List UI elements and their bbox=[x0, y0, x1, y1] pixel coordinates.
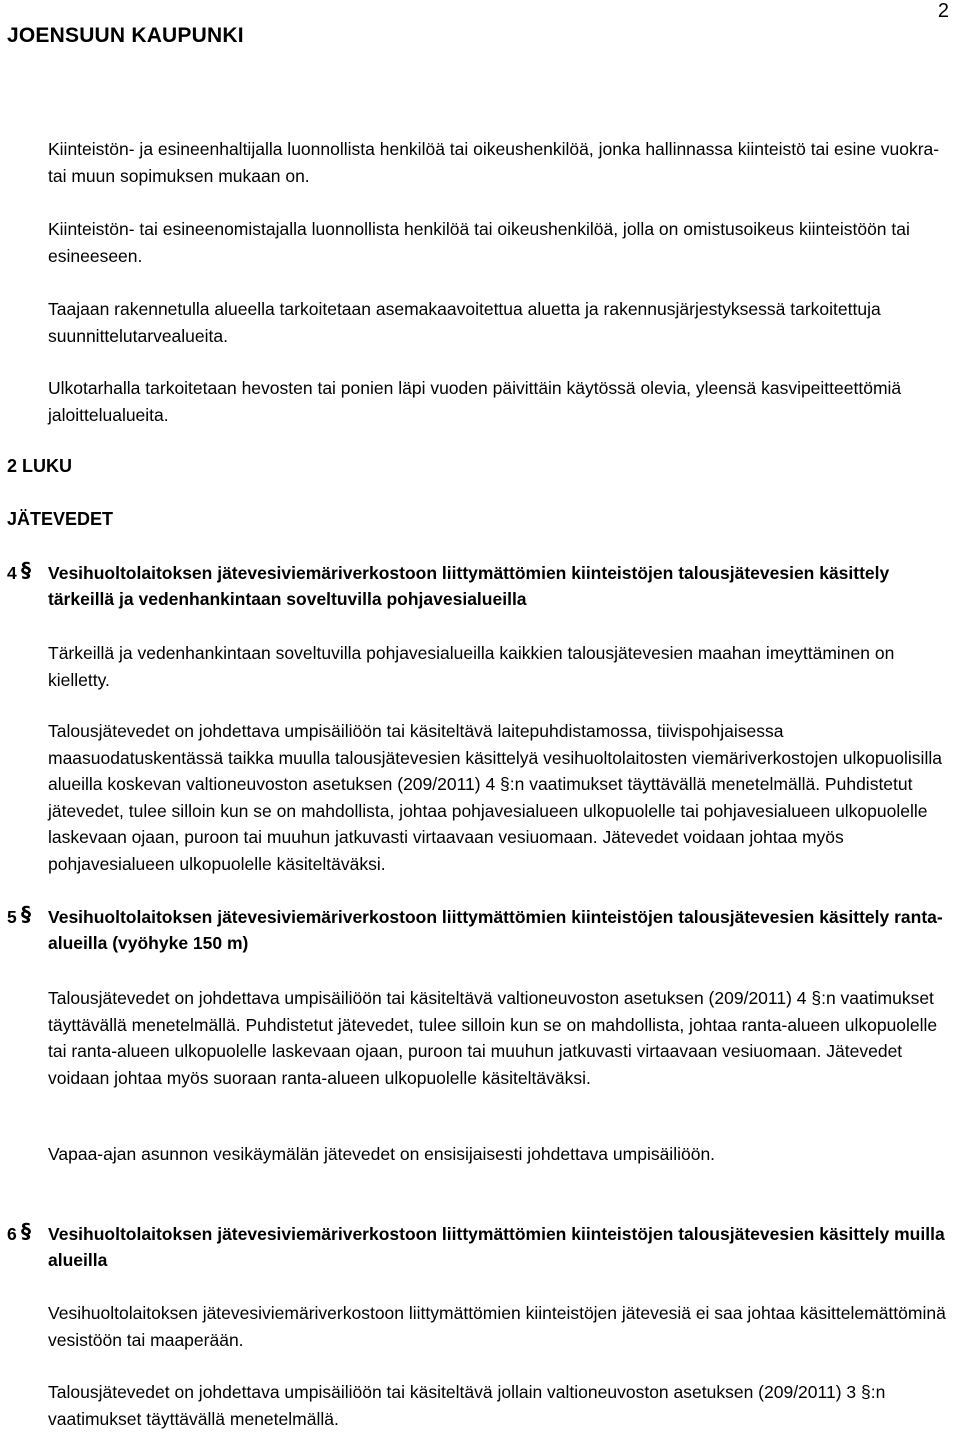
section-symbol: § bbox=[21, 558, 31, 582]
organization-name: JOENSUUN KAUPUNKI bbox=[7, 24, 244, 47]
definition-paddock: Ulkotarhalla tarkoitetaan hevosten tai ponien läpi vuoden päivittäin käytössä olevia, yleensä kasvipeitteettömiä jaloittelualueita. bbox=[48, 378, 902, 425]
section-title: Vesihuoltolaitoksen jätevesiviemäriverkostoon liittymättömien kiinteistöjen talousjätevesien käsittely muilla alueilla bbox=[48, 1224, 945, 1270]
section-4-paragraph-1: Tärkeillä ja vedenhankintaan soveltuvilla pohjavesialueilla kaikkien talousjätevesien maahan imeyttäminen on kielletty. bbox=[48, 643, 895, 690]
section-5-paragraph-1: Talousjätevedet on johdettava umpisäiliöön tai käsiteltävä valtioneuvoston asetuksen (209/2011) 4 §:n vaatimukset täyttävällä menetelmällä. Puhdistetut jätevedet, tulee silloin kun se on mahdollista, johtaa ranta-alueen ulkopuolelle tai ranta-alueen ulkopuolelle laskevaan ojaan, puroon tai muuhun jatkuvasti virtaavaan vesiuomaan. Jätevedet voidaan johtaa myös suoraan ranta-alueen ulkopuolelle käsiteltäväksi. bbox=[48, 988, 938, 1088]
section-6-paragraph-1: Vesihuoltolaitoksen jätevesiviemäriverkostoon liittymättömien kiinteistöjen jätevesiä ei saa johtaa käsittelemättöminä vesistöön tai maaperään. bbox=[48, 1303, 946, 1350]
section-5-paragraph-2: Vapaa-ajan asunnon vesikäymälän jätevedet on ensisijaisesti johdettava umpisäiliöön. bbox=[48, 1144, 716, 1164]
section-number: 4 bbox=[7, 563, 17, 583]
section-6-paragraph-2: Talousjätevedet on johdettava umpisäiliöön tai käsiteltävä jollain valtioneuvoston asetuksen (209/2011) 3 §:n vaatimukset täyttävällä menetelmällä. bbox=[48, 1382, 886, 1429]
chapter-title: JÄTEVEDET bbox=[7, 509, 114, 529]
definition-holder: Kiinteistön- ja esineenhaltijalla luonnollista henkilöä tai oikeushenkilöä, jonka hallinnassa kiinteistö tai esine vuokra- tai muun sopimuksen mukaan on. bbox=[48, 139, 940, 186]
section-5-heading bbox=[7, 904, 952, 956]
section-symbol: § bbox=[21, 1219, 31, 1243]
definition-dense-area: Taajaan rakennetulla alueella tarkoitetaan asemakaavoitettua aluetta ja rakennusjärjestyksessä tarkoitettuja suunnittelutarvealueita. bbox=[48, 299, 881, 346]
chapter-label: 2 LUKU bbox=[7, 456, 73, 476]
definition-owner: Kiinteistön- tai esineenomistajalla luonnollista henkilöä tai oikeushenkilöä, jolla on omistusoikeus kiinteistöön tai esineeseen. bbox=[48, 219, 910, 266]
section-symbol: § bbox=[21, 902, 31, 926]
section-title: Vesihuoltolaitoksen jätevesiviemäriverkostoon liittymättömien kiinteistöjen talousjätevesien käsittely tärkeillä ja vedenhankintaan soveltuvilla pohjavesialueilla bbox=[48, 563, 890, 609]
page-number: 2 bbox=[937, 0, 949, 22]
section-number: 6 bbox=[7, 1224, 17, 1244]
section-4-paragraph-2: Talousjätevedet on johdettava umpisäiliöön tai käsiteltävä laitepuhdistamossa, tiivispohjaisessa maasuodatuskentässä taikka muulla talousjätevesien käsittelyä vesihuoltolaitosten viemäriverkostojen ulkopuolisilla alueilla koskevan valtioneuvoston asetuksen (209/2011) 4 §:n vaatimukset täyttävällä menetelmällä. Puhdistetut jätevedet, tulee silloin kun se on mahdollista, johtaa pohjavesialueen ulkopuolelle tai pohjavesialueen ulkopuolelle laskevaan ojaan, puroon tai muuhun jatkuvasti virtaavaan vesiuomaan. Jätevedet voidaan johtaa myös pohjavesialueen ulkopuolelle käsiteltäväksi. bbox=[48, 721, 942, 874]
section-6-heading bbox=[7, 1221, 952, 1273]
section-number: 5 bbox=[7, 907, 17, 927]
section-title: Vesihuoltolaitoksen jätevesiviemäriverkostoon liittymättömien kiinteistöjen talousjätevesien käsittely ranta-alueilla (vyöhyke 150 m) bbox=[48, 907, 943, 953]
section-4-heading bbox=[7, 560, 952, 612]
